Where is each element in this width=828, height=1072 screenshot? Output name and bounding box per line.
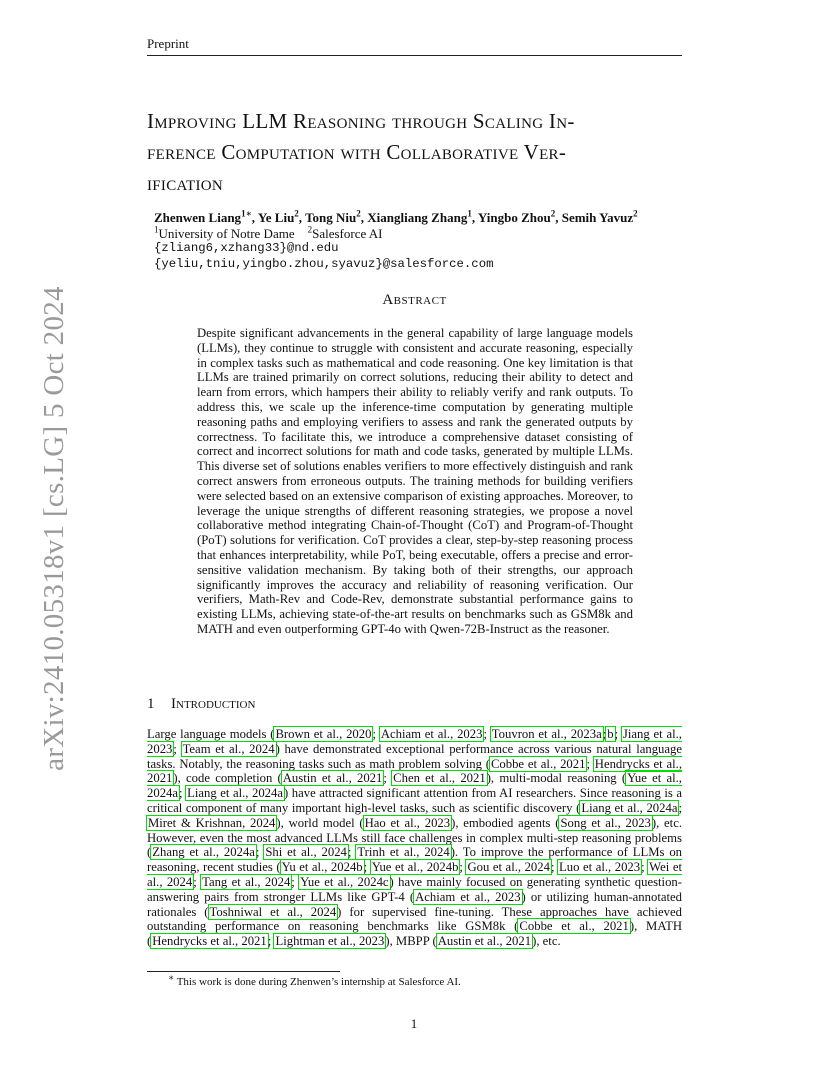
affil-name: Salesforce AI (312, 226, 383, 241)
citation-link[interactable]: Shi et al., 2024 (265, 845, 347, 860)
citation-link[interactable]: Yue et al., 2024c (300, 874, 389, 889)
citation-link[interactable]: Austin et al., 2021 (282, 771, 383, 786)
intro-text: ), multi-modal reasoning ( (486, 771, 627, 786)
affil-name: University of Notre Dame (158, 226, 295, 241)
citation-link[interactable]: Zhang et al., 2024a (152, 845, 255, 860)
citation-link[interactable]: Jiang et al., 2023 (147, 727, 682, 756)
author-sup: 1∗ (241, 208, 252, 219)
citation-link[interactable]: Trinh et al., 2024 (357, 845, 450, 860)
intro-text: ; (678, 800, 682, 815)
citation-link[interactable]: Achiam et al., 2023 (380, 727, 483, 741)
intro-text: ) have mainly focused on generating synthetic question-answering pairs from stronger LLMs like GPT-4 ( (147, 874, 682, 904)
intro-text: ), code completion ( (173, 771, 282, 786)
citation-link[interactable]: Chen et al., 2021 (393, 771, 486, 786)
footnote-text: This work is done during Zhenwen’s internship at Salesforce AI. (176, 976, 461, 988)
intro-text: ; (586, 756, 594, 771)
author-name: Zhenwen Liang (154, 210, 242, 225)
citation-link[interactable]: Achiam et al., 2023 (415, 889, 521, 904)
intro-text: ), embodied agents ( (451, 815, 560, 830)
citation-link[interactable]: Hendrycks et al., 2021 (147, 756, 682, 786)
section-title: Introduction (171, 696, 256, 712)
author-name: Tong Niu (305, 210, 357, 225)
paper-title (147, 106, 687, 199)
author-sup: 2 (550, 208, 556, 219)
citation-link[interactable]: Team et al., 2024 (182, 741, 275, 756)
citation-link[interactable]: Gou et al., 2024 (467, 860, 550, 875)
footnote-marker: ∗ (168, 972, 175, 983)
citation-link[interactable]: Hendrycks et al., 2021 (152, 934, 267, 949)
intro-text: ), etc. However, even the most advanced LLMs still face challenges in complex multi-step reasoning problems ( (147, 815, 683, 860)
intro-text: ; (550, 860, 559, 875)
intro-text: ; (483, 727, 491, 741)
intro-text: ; (347, 845, 357, 860)
title-line: ference Computation with Collaborative Ver- (147, 140, 567, 164)
citation-link[interactable]: b (607, 727, 614, 741)
intro-text: ; (267, 934, 275, 949)
intro-text: ; (614, 727, 622, 741)
author-sup: 1 (467, 208, 472, 219)
citation-link[interactable]: Miret & Krishnan, 2024 (148, 815, 276, 830)
citation-link[interactable]: Song et al., 2023 (560, 815, 651, 830)
author-list: Zhenwen Liang$^{1∗}$, Ye Liu$^2$, Tong Niu$^2$, Xiangliang Zhang$^1$, Yingbo Zhou$^2$, Semih Yavuz$^2$ (154, 208, 638, 225)
email-line: {zliang6,xzhang33}@nd.edu (154, 241, 339, 255)
intro-text: ; (179, 786, 187, 801)
arxiv-stamp-text: arXiv:2410.05318v1 [cs.LG] 5 Oct 2024 (37, 285, 70, 771)
intro-text: ), etc. (532, 934, 561, 949)
citation-link[interactable]: Toshniwal et al., 2024 (209, 904, 337, 919)
intro-text: ; (193, 874, 202, 889)
intro-text: ). To improve the performance of LLMs on reasoning, recent studies ( (147, 845, 683, 875)
section-number: 1 (147, 696, 155, 712)
citation-link[interactable]: Liang et al., 2024a (581, 800, 678, 815)
author-sup: 2 (356, 208, 361, 219)
author-sup: 2 (633, 208, 638, 219)
intro-text: ) have attracted significant attention from AI researchers. Since reasoning is a critical component of many important high-level tasks, such as scientific discovery ( (147, 786, 682, 815)
title-line: Improving LLM Reasoning through Scaling In- (147, 109, 575, 133)
intro-text: ; (291, 874, 300, 889)
author-name: Ye Liu (257, 210, 295, 225)
intro-text: ; (459, 860, 467, 875)
intro-text: ) for supervised fine-tuning. These approaches have achieved outstanding performance on reasoning benchmarks like GSM8k ( (147, 904, 682, 934)
affil-sup: 1 (154, 224, 159, 235)
author-name: Xiangliang Zhang (367, 210, 468, 225)
intro-text: ; (641, 860, 649, 875)
author-sup: 2 (294, 208, 299, 219)
footnote-rule (147, 971, 340, 972)
citation-link[interactable]: Brown et al., 2020 (275, 727, 372, 741)
intro-text: ), world model ( (276, 815, 364, 830)
author-name: Semih Yavuz (561, 210, 634, 225)
citation-link[interactable]: Lightman et al., 2023 (275, 934, 385, 949)
title-line: ification (147, 171, 224, 195)
section-heading (147, 696, 682, 713)
citation-link[interactable]: Cobbe et al., 2021 (519, 919, 629, 934)
intro-text: ; (602, 727, 607, 741)
intro-text: Large language models ( (147, 727, 275, 741)
citation-link[interactable]: Touvron et al., 2023a (491, 727, 602, 741)
citation-link[interactable]: Liang et al., 2024a (187, 786, 283, 801)
email-line: {yeliu,tniu,yingbo.zhou,syavuz}@salesforce.com (154, 257, 494, 271)
intro-text: ; (255, 845, 265, 860)
affil-sup: 2 (307, 224, 313, 235)
citation-link[interactable]: Yu et al., 2024b (281, 860, 363, 875)
citation-link[interactable]: Yue et al., 2024a (147, 771, 682, 801)
intro-text: ; (363, 860, 371, 875)
intro-text: ; (173, 741, 182, 756)
introduction-paragraph (147, 727, 682, 949)
intro-text: ) or utilizing human-annotated rationales ( (147, 889, 682, 919)
citation-link[interactable]: Austin et al., 2021 (437, 934, 532, 949)
footnote (168, 972, 461, 988)
citation-link[interactable]: Hao et al., 2023 (364, 815, 451, 830)
citation-link[interactable]: Luo et al., 2023 (559, 860, 641, 875)
page-number: 1 (410, 1016, 418, 1031)
intro-text: ), MATH ( (147, 919, 682, 949)
intro-text: ; (372, 727, 380, 741)
intro-text: ; (383, 771, 393, 786)
citation-link[interactable]: Cobbe et al., 2021 (490, 756, 586, 771)
intro-text: ) have demonstrated exceptional performance across various natural language tasks. Notably, the reasoning tasks such as math problem solving ( (147, 741, 682, 771)
affiliations (154, 226, 383, 242)
citation-link[interactable]: Wei et al., 2024 (147, 860, 682, 889)
author-name: Yingbo Zhou (477, 210, 551, 225)
running-header: Preprint (147, 36, 682, 56)
intro-text: ), MBPP ( (385, 934, 437, 949)
citation-link[interactable]: Yue et al., 2024b (371, 860, 459, 875)
abstract-heading: Abstract (382, 292, 447, 308)
abstract-body: Despite significant advancements in the general capability of large language models (LLMs), they continue to struggle with consistent and accurate reasoning, especially in complex tasks such as mathematical and code reasoning. One key limitation is that LLMs are trained primarily on correct solutions, reducing their ability to detect and learn from errors, which hampers their ability to reliably verify and rank outputs. To address this, we scale up the inference-time computation by generating multiple reasoning paths and employing verifiers to assess and rank the generated outputs by correctness. To facilitate this, we introduce a comprehensive dataset consisting of correct and incorrect solutions for math and code tasks, generated by multiple LLMs. This diverse set of solutions enables verifiers to more effectively distinguish and rank correct answers from erroneous outputs. The training methods for building verifiers were selected based on an extensive comparison of existing approaches. Moreover, to leverage the unique strengths of different reasoning strategies, we propose a novel collaborative method integrating Chain-of-Thought (CoT) and Program-of-Thought (PoT) solutions for verification. CoT provides a clear, step-by-step reasoning process that enhances interpretability, while PoT, being executable, offers a precise and error-sensitive validation mechanism. By taking both of their strengths, our approach significantly improves the accuracy and reliability of reasoning verification. Our verifiers, Math-Rev and Code-Rev, demonstrate substantial performance gains to existing LLMs, achieving state-of-the-art results on benchmarks such as GSM8k and MATH and even outperforming GPT-4o with Qwen-72B-Instruct as the reasoner. (197, 326, 633, 636)
citation-link[interactable]: Tang et al., 2024 (202, 874, 291, 889)
arxiv-stamp (36, 285, 72, 771)
